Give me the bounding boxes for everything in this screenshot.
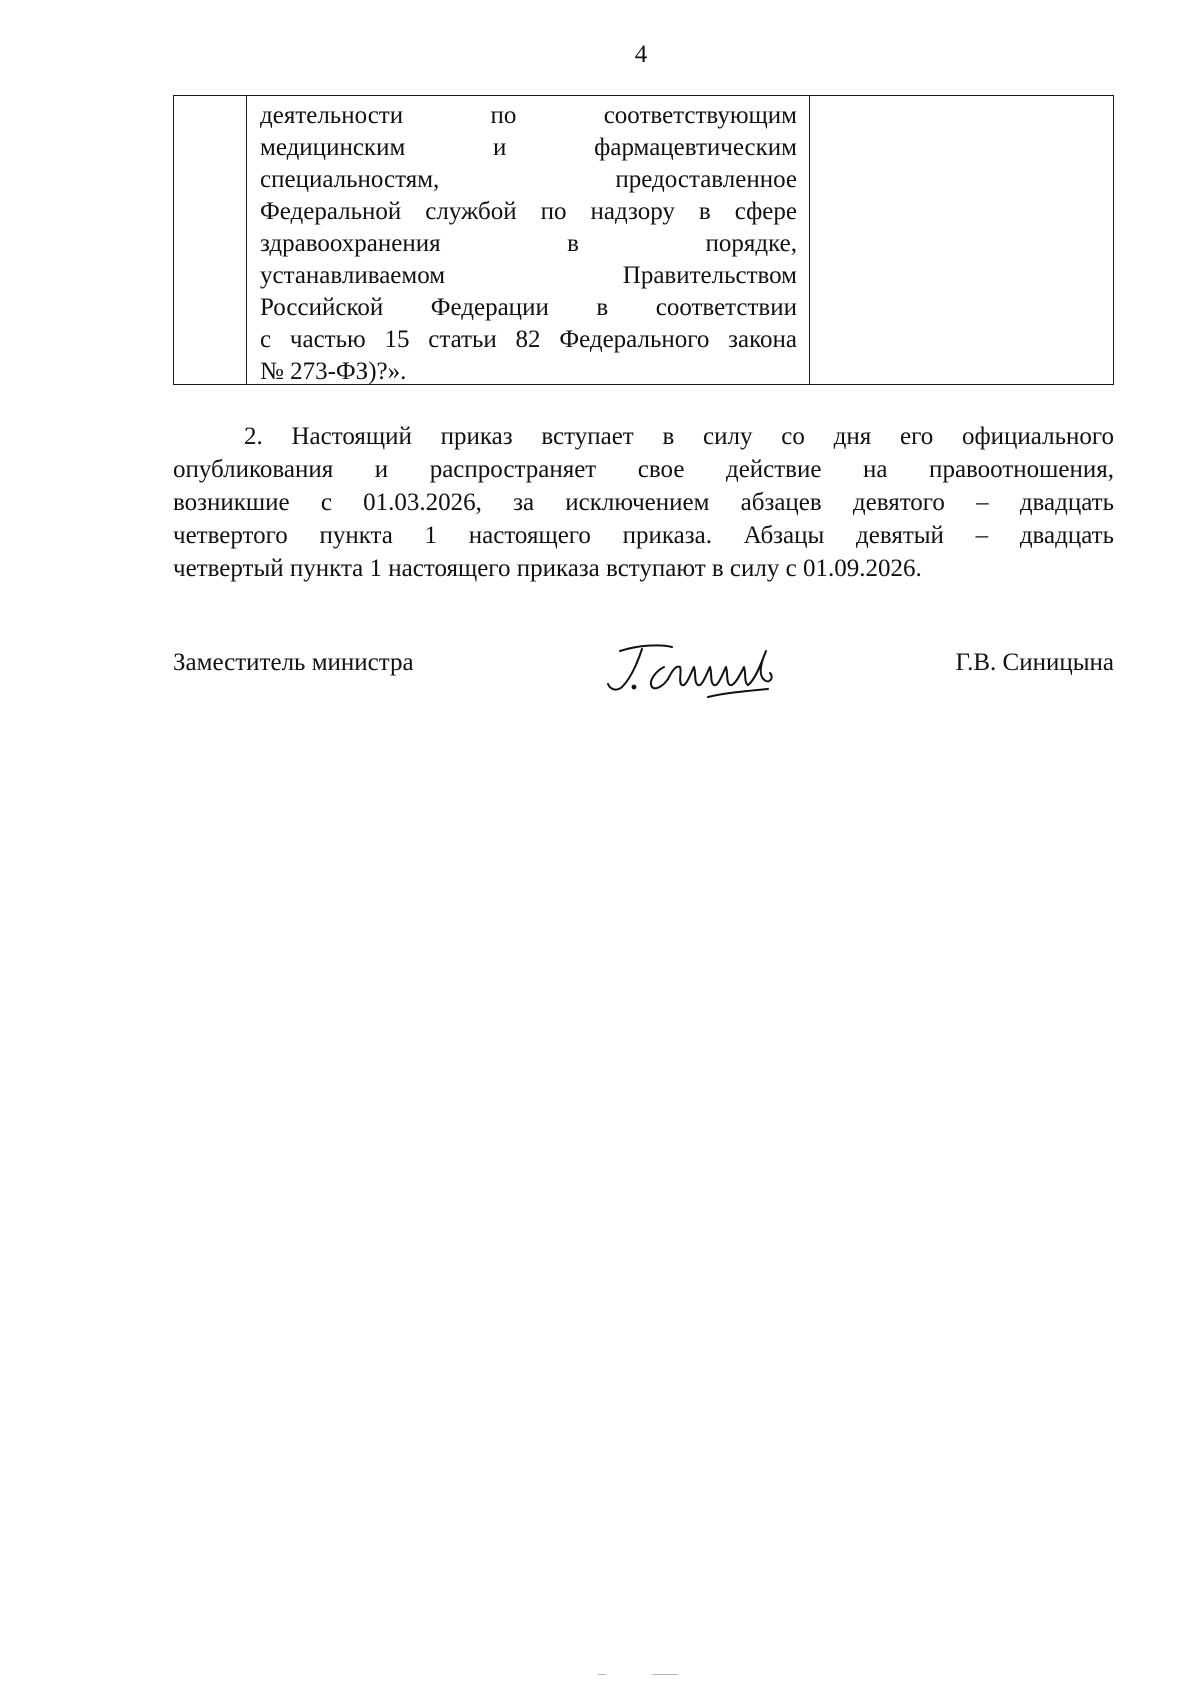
table-text-cell bbox=[247, 96, 810, 384]
paragraph-line: четвертого пункта 1 настоящего приказа. Абзацы девятый – двадцать bbox=[173, 522, 1114, 549]
paragraph-line: опубликования и распространяет свое действие на правоотношения, bbox=[173, 456, 1114, 483]
continuation-table bbox=[173, 95, 1114, 385]
table-text-line: устанавливаемом Правительством bbox=[260, 262, 797, 289]
order-paragraph-2 bbox=[173, 420, 1114, 585]
paragraph-line: возникшие с 01.03.2026, за исключением абзацев девятого – двадцать bbox=[173, 489, 1114, 516]
page-number: 4 bbox=[634, 41, 648, 68]
table-text-line: Федеральной службой по надзору в сфере bbox=[260, 198, 797, 225]
table-text-line: Российской Федерации в соответствии bbox=[260, 294, 797, 321]
table-text-line: деятельности по соответствующим bbox=[260, 102, 797, 129]
paragraph-line: четвертый пункта 1 настоящего приказа вступают в силу с 01.09.2026. bbox=[173, 555, 922, 582]
signatory-position: Заместитель министра bbox=[173, 649, 414, 676]
scan-speck bbox=[598, 1674, 606, 1675]
table-text-line: № 273-ФЗ)?». bbox=[260, 358, 407, 385]
table-number-cell bbox=[174, 96, 247, 384]
scan-speck bbox=[652, 1674, 678, 1675]
signature-block bbox=[173, 645, 1114, 705]
table-notes-cell bbox=[810, 96, 1113, 384]
signatory-name: Г.В. Синицына bbox=[955, 649, 1114, 676]
paragraph-line: 2. Настоящий приказ вступает в силу со дня его официального bbox=[244, 423, 1114, 450]
table-text-line: здравоохранения в порядке, bbox=[260, 230, 797, 257]
handwritten-signature bbox=[598, 637, 788, 707]
table-text-line: специальностям, предоставленное bbox=[260, 166, 797, 193]
table-text-line: медицинским и фармацевтическим bbox=[260, 134, 797, 161]
table-text-line: с частью 15 статьи 82 Федерального закона bbox=[260, 326, 797, 353]
